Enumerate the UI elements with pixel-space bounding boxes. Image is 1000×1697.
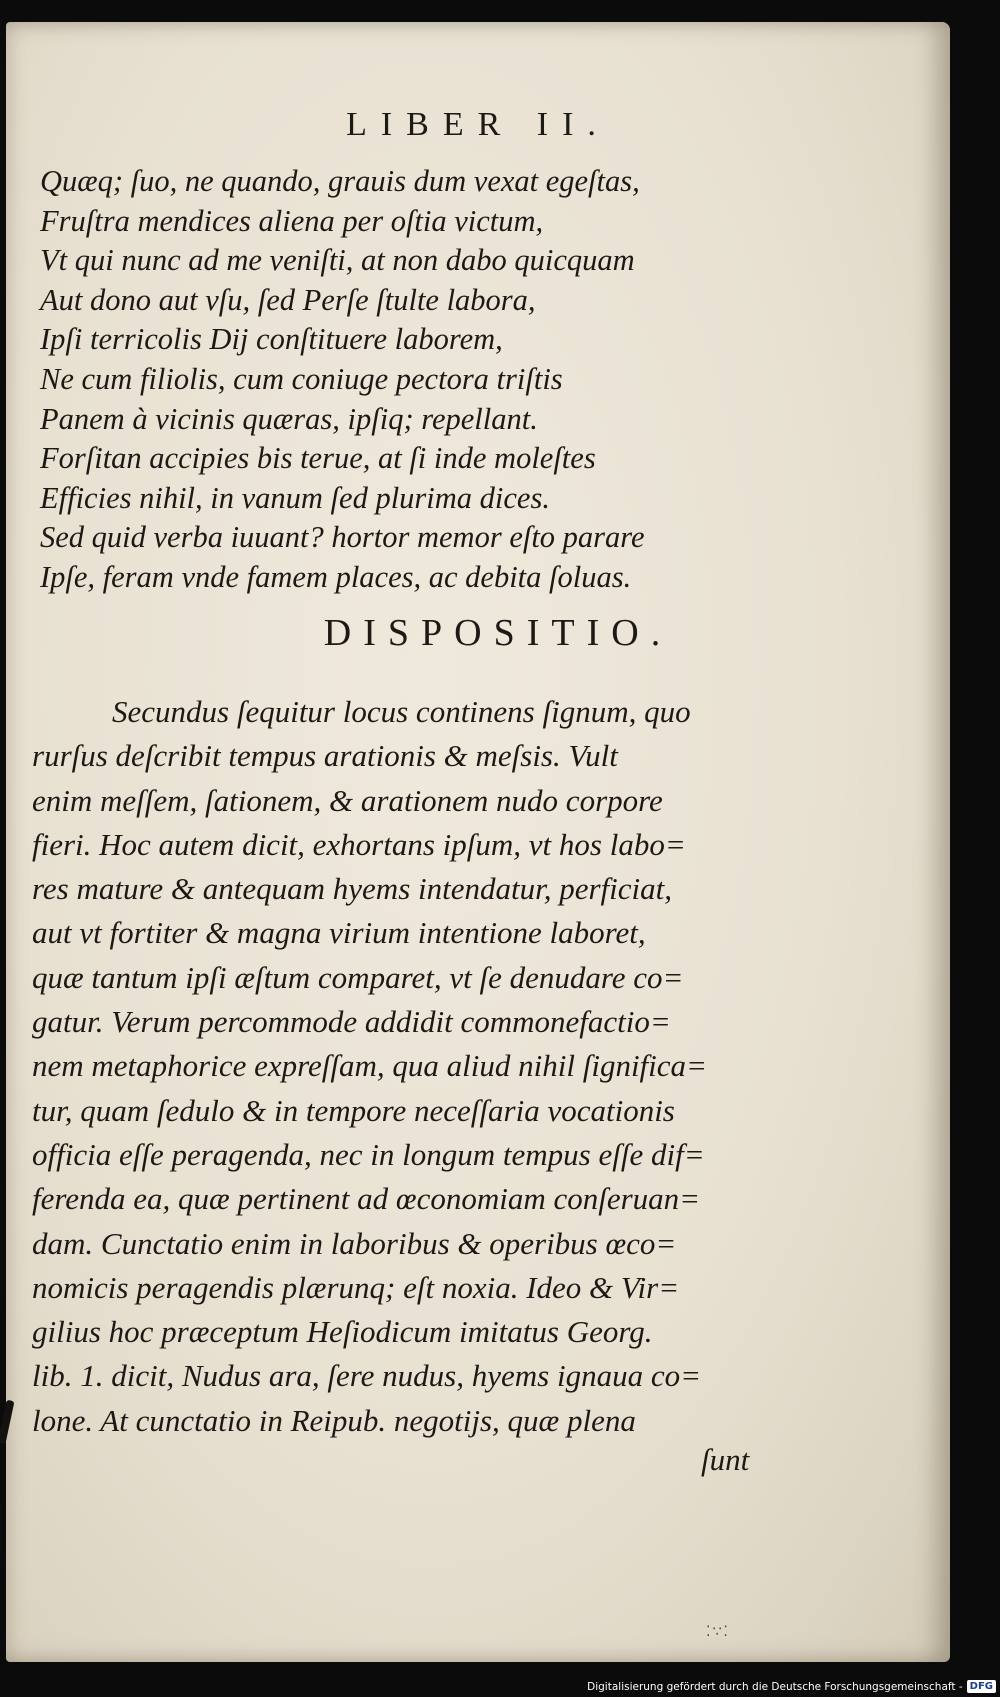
- digitization-credit: [587, 1680, 996, 1693]
- verse-line: Efficies nihil, in vanum ſed plurima dices.: [40, 480, 550, 515]
- prose-line: aut vt fortiter & magna virium intentione laboret,: [32, 915, 646, 951]
- prose-line: Secundus ſequitur locus continens ſignum, quo: [112, 694, 691, 729]
- verse-line: Sed quid verba iuuant? hortor memor eſto parare: [40, 520, 645, 555]
- verse-line: Fruſtra mendices aliena per oſtia victum,: [40, 203, 544, 238]
- catchword: ſunt: [701, 1442, 750, 1477]
- verse-line: Forſitan accipies bis terue, at ſi inde moleſtes: [40, 441, 596, 476]
- prose-line: nomicis peragendis plærunq; eſt noxia. Ideo & Vir=: [32, 1269, 680, 1305]
- verse-line: Aut dono aut vſu, ſed Perſe ſtulte labora,: [40, 282, 536, 317]
- verse-line: Quæq; ſuo, ne quando, grauis dum vexat egeſtas,: [40, 164, 640, 198]
- dfg-logo: DFG: [967, 1680, 996, 1693]
- verse-line: Ne cum filiolis, cum coniuge pectora triſtis: [40, 361, 563, 396]
- verse-line: Vt qui nunc ad me veniſti, at non dabo quicquam: [40, 243, 635, 278]
- verse-line: Panem à vicinis quæras, ipſiq; repellant.: [40, 401, 538, 436]
- verse-line: Ipſe, feram vnde famem places, ac debita ſoluas.: [40, 559, 632, 594]
- prose-line: ferenda ea, quæ pertinent ad œconomiam conſeruan=: [32, 1181, 701, 1217]
- verse-block: [40, 162, 760, 598]
- prose-line: rurſus deſcribit tempus arationis & meſsis. Vult: [32, 738, 618, 774]
- prose-line: gilius hoc præceptum Heſiodicum imitatus Georg.: [32, 1314, 653, 1350]
- prose-line: gatur. Verum percommode addidit commonefactio=: [32, 1004, 671, 1040]
- signature-mark: ⁚∵⁚: [706, 1624, 730, 1640]
- section-title: DISPOSITIO.: [323, 612, 673, 654]
- verse-line: Ipſi terricolis Dij conſtituere laborem,: [40, 322, 503, 357]
- prose-line: nem metaphorice expreſſam, qua aliud nihil ſignifica=: [32, 1048, 707, 1084]
- prose-line: officia eſſe peragenda, nec in longum tempus eſſe dif=: [32, 1136, 705, 1172]
- prose-line: lone. At cunctatio in Reipub. negotijs, quæ plena: [32, 1402, 636, 1438]
- prose-line: tur, quam ſedulo & in tempore neceſſaria vocationis: [32, 1092, 675, 1128]
- prose-block: [32, 690, 772, 1443]
- book-page: [6, 22, 950, 1662]
- prose-line: quæ tantum ipſi æſtum comparet, vt ſe denudare co=: [32, 959, 684, 995]
- credit-text: Digitalisierung gefördert durch die Deutsche Forschungsgemeinschaft -: [587, 1680, 963, 1693]
- prose-line: res mature & antequam hyems intendatur, perficiat,: [32, 871, 673, 907]
- prose-line: lib. 1. dicit, Nudus ara, ſere nudus, hyems ignaua co=: [32, 1358, 701, 1394]
- prose-line: enim meſſem, ſationem, & arationem nudo corpore: [32, 782, 663, 818]
- prose-line: fieri. Hoc autem dicit, exhortans ipſum, vt hos labo=: [32, 826, 686, 862]
- running-head: LIBER II.: [346, 106, 610, 143]
- prose-line: dam. Cunctatio enim in laboribus & operibus œco=: [32, 1225, 677, 1261]
